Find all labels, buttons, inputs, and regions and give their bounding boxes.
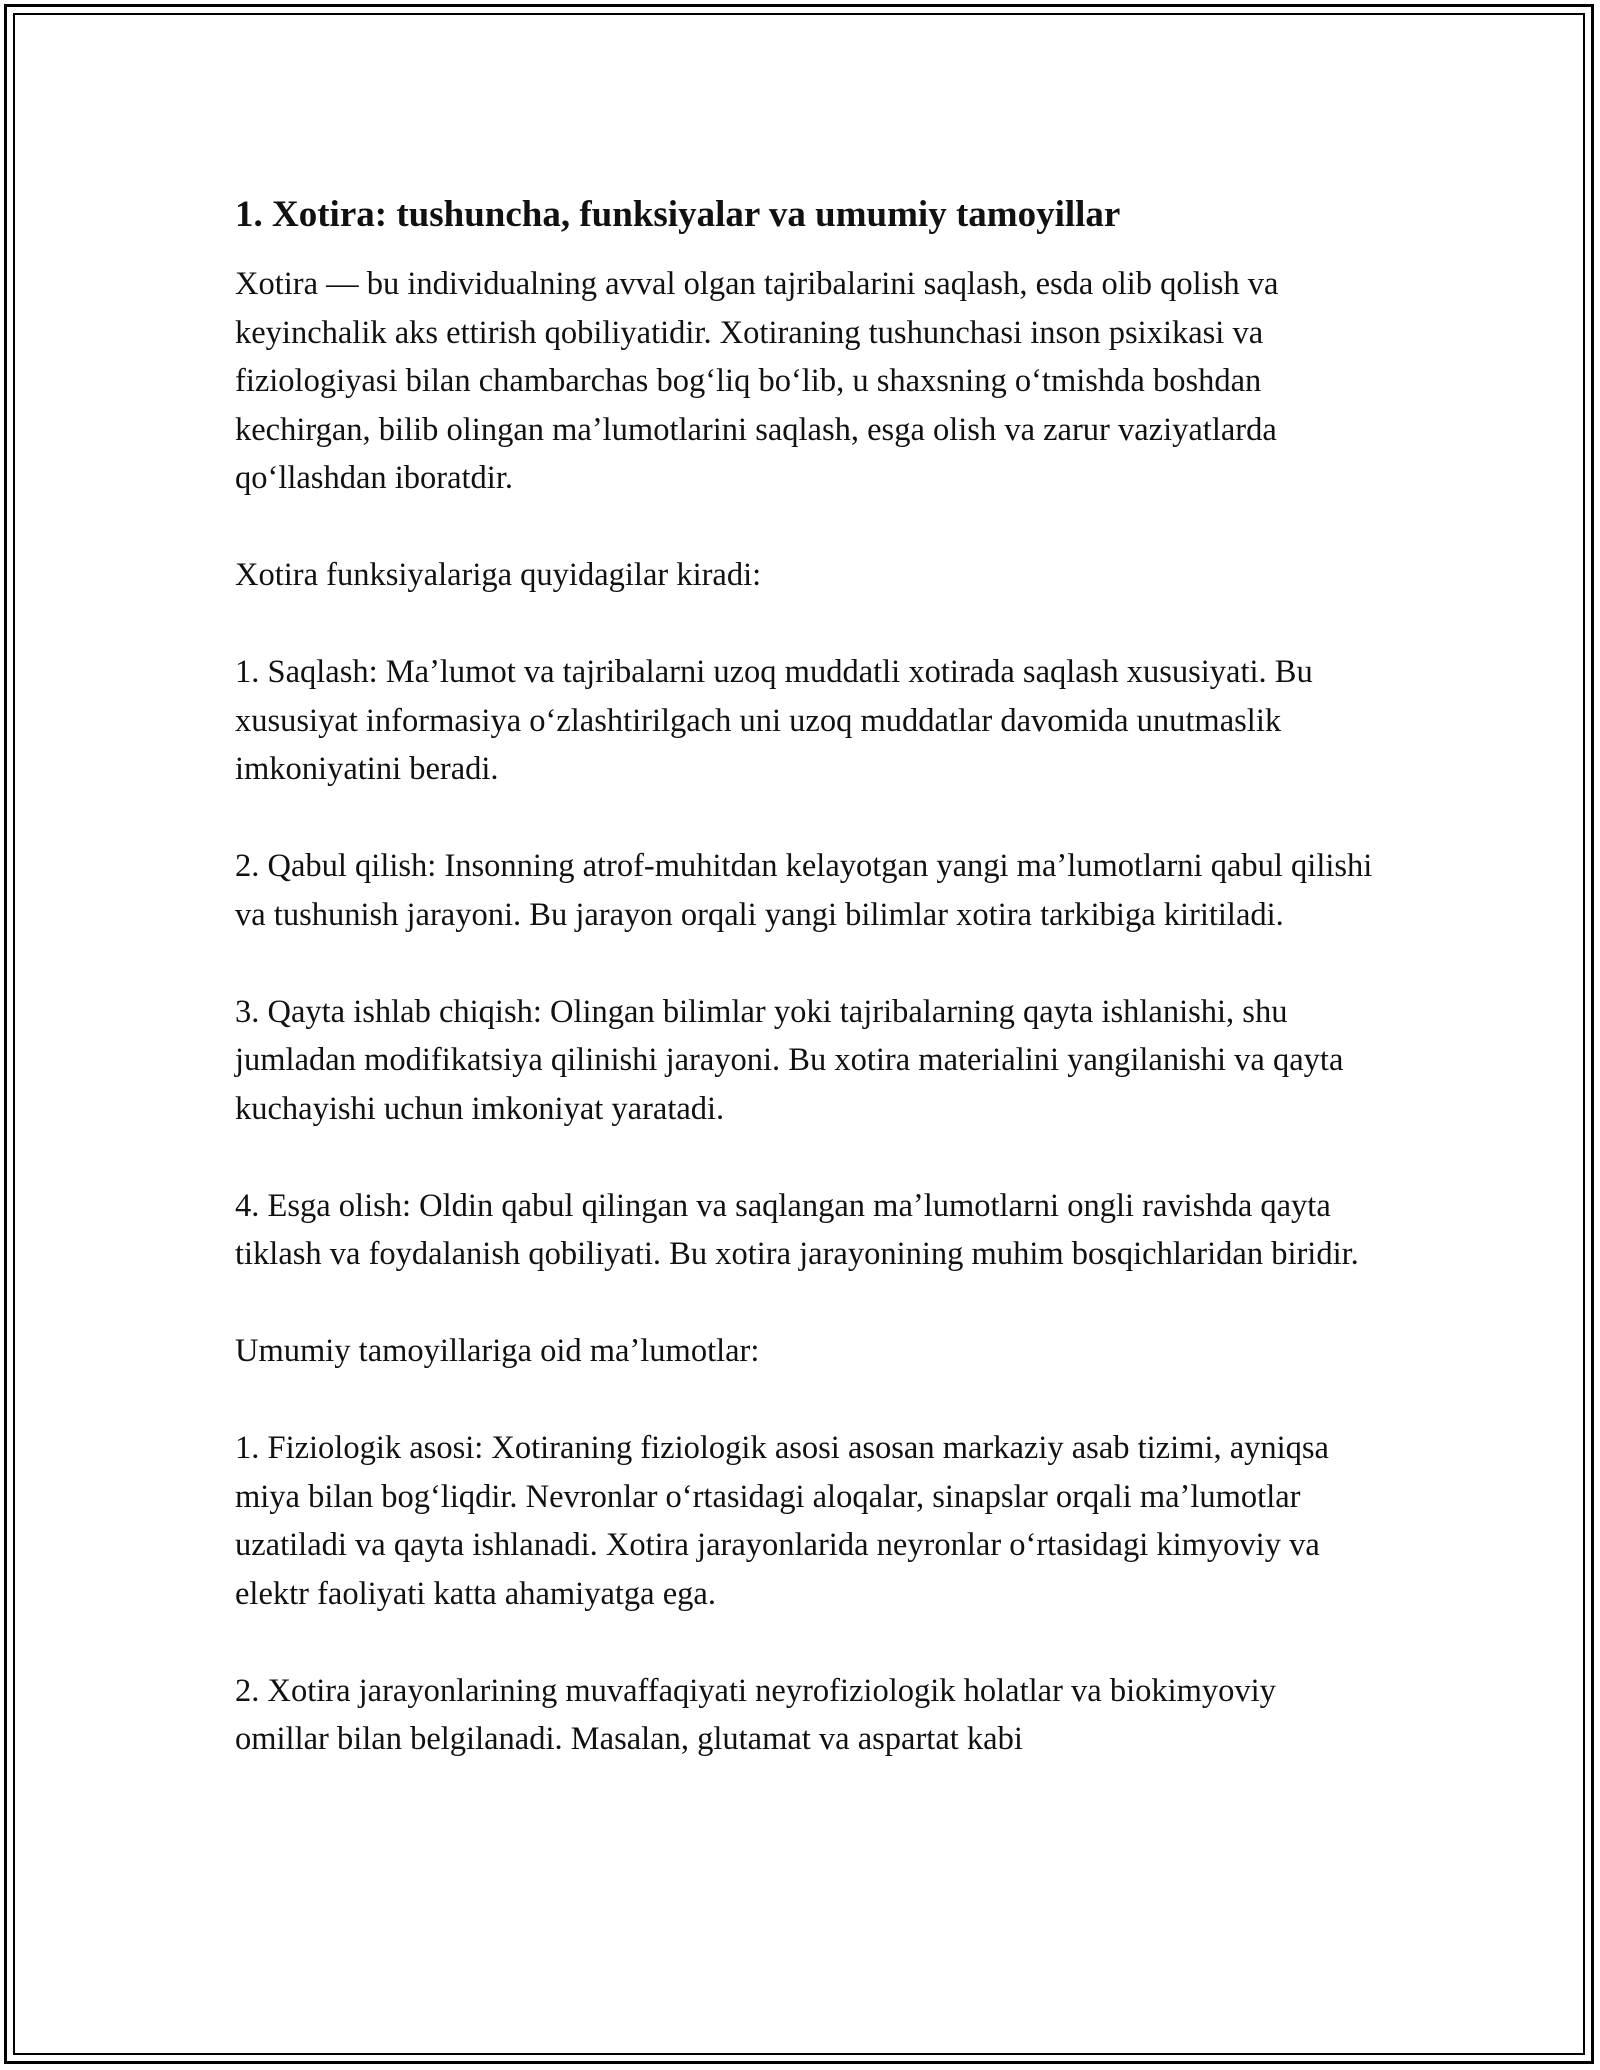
paragraph-function-reception: 2. Qabul qilish: Insonning atrof-muhitdan kelayotgan yangi maʼlumotlarni qabul qilishi va tushunish jarayoni. Bu jarayon orqali yangi bilimlar xotira tarkibiga kiritiladi. <box>235 848 1373 933</box>
page-title: 1. Xotira: tushuncha, funksiyalar va umumiy tamoyillar <box>235 194 1121 235</box>
paragraph-function-storage: 1. Saqlash: Maʼlumot va tajribalarni uzoq muddatli xotirada saqlash xususiyati. Bu xususiyat informasiya oʻzlashtirilgach uni uzoq muddatlar davomida unutmaslik imkoniyatini beradi. <box>235 654 1313 787</box>
paragraph-functions-intro: Xotira funksiyalariga quyidagilar kiradi: <box>235 557 762 593</box>
paragraph-principles-intro: Umumiy tamoyillariga oid maʼlumotlar: <box>235 1333 760 1369</box>
paragraph-principle-physiology: 1. Fiziologik asosi: Xotiraning fiziologik asosi asosan markaziy asab tizimi, ayniqsa miya bilan bogʻliqdir. Nevronlar oʻrtasidagi aloqalar, sinapslar orqali maʼlumotlar uzatiladi va qayta ishlanadi. Xotira jarayonlarida neyronlar oʻrtasidagi kimyoviy va elektr faoliyati katta ahamiyatga ega. <box>235 1430 1329 1612</box>
paragraph-function-recall: 4. Esga olish: Oldin qabul qilingan va saqlangan maʼlumotlarni ongli ravishda qayta tiklash va foydalanish qobiliyati. Bu xotira jarayonining muhim bosqichlaridan biridir. <box>235 1187 1359 1272</box>
document-body <box>235 188 1375 1812</box>
paragraph-definition: Xotira — bu individualning avval olgan tajribalarini saqlash, esda olib qolish va keyinchalik aks ettirish qobiliyatidir. Xotiraning tushunchasi inson psixikasi va fiziologiyasi bilan chambarchas bogʻliq boʻlib, u shaxsning oʻtmishda boshdan kechirgan, bilib olingan maʼlumotlarini saqlash, esga olish va zarur vaziyatlarda qoʻllashdan iboratdir. <box>235 266 1279 496</box>
paragraph-principle-neurophysiology: 2. Xotira jarayonlarining muvaffaqiyati neyrofiziologik holatlar va biokimyoviy omillar bilan belgilanadi. Masalan, glutamat va aspartat kabi <box>235 1672 1276 1757</box>
paragraph-function-processing: 3. Qayta ishlab chiqish: Olingan bilimlar yoki tajribalarning qayta ishlanishi, shu jumladan modifikatsiya qilinishi jarayoni. Bu xotira materialini yangilanishi va qayta kuchayishi uchun imkoniyat yaratadi. <box>235 993 1344 1127</box>
